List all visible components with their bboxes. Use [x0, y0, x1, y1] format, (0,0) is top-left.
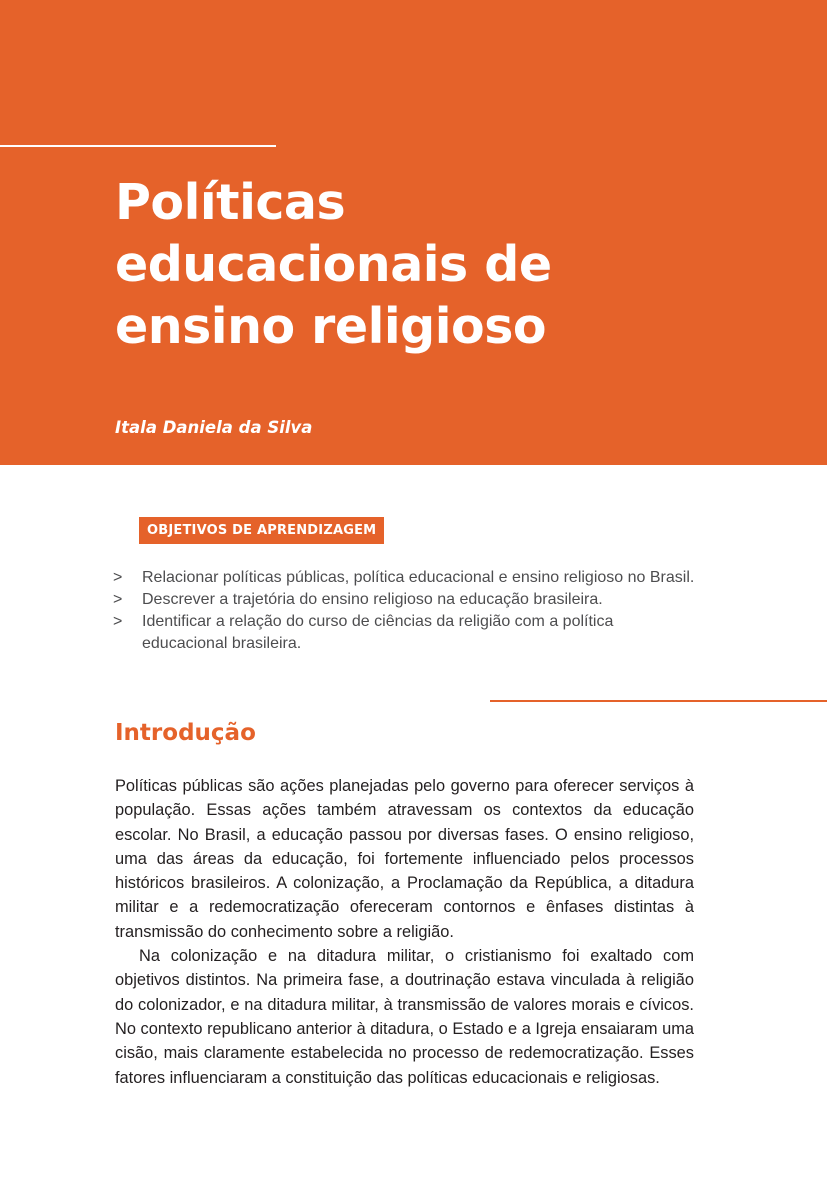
- body-paragraph: Na colonização e na ditadura militar, o cristianismo foi exaltado com objetivos distintos. Na primeira fase, a doutrinação estava vinculada à religião do colonizador, e na ditadura militar, à transmissão de valores morais e cívicos. No contexto republicano anterior à ditadura, o Estado e a Igreja ensaiaram uma cisão, mais claramente estabelecida no processo de redemocratização. Esses fatores influenciaram a constituição das políticas educacionais e religiosas.: [115, 947, 694, 1087]
- objective-item: [113, 589, 703, 611]
- objective-text: Identificar a relação do curso de ciências da religião com a política educacional brasileira.: [142, 613, 614, 652]
- section-body: [115, 774, 694, 1090]
- objectives-list: [113, 567, 703, 655]
- author-name: Itala Daniela da Silva: [115, 418, 313, 437]
- header-divider: [0, 145, 276, 147]
- chapter-title: [115, 172, 795, 358]
- chevron-right-icon: >: [113, 591, 123, 608]
- chapter-title-line: educacionais de: [115, 236, 552, 293]
- chapter-title-line: Políticas: [115, 174, 346, 231]
- objective-text: Descrever a trajetória do ensino religioso na educação brasileira.: [142, 591, 603, 608]
- objective-text: Relacionar políticas públicas, política educacional e ensino religioso no Brasil.: [142, 569, 695, 586]
- section-title: Introdução: [115, 720, 256, 746]
- chevron-right-icon: >: [113, 569, 123, 586]
- chevron-right-icon: >: [113, 613, 123, 630]
- chapter-header: [0, 0, 827, 465]
- chapter-title-line: ensino religioso: [115, 298, 547, 355]
- body-paragraph: Políticas públicas são ações planejadas pelo governo para oferecer serviços à população. Essas ações também atravessam os contextos da educação escolar. No Brasil, a educação passou por diversas fases. O ensino religioso, uma das áreas da educação, foi fortemente influenciado pelos processos históricos brasileiros. A colonização, a Proclamação da República, a ditadura militar e a redemocratização ofereceram contornos e ênfases distintas à transmissão do conhecimento sobre a religião.: [115, 777, 694, 941]
- section-divider: [490, 700, 827, 702]
- objective-item: [113, 611, 703, 655]
- objective-item: [113, 567, 703, 589]
- objectives-label: OBJETIVOS DE APRENDIZAGEM: [139, 517, 384, 544]
